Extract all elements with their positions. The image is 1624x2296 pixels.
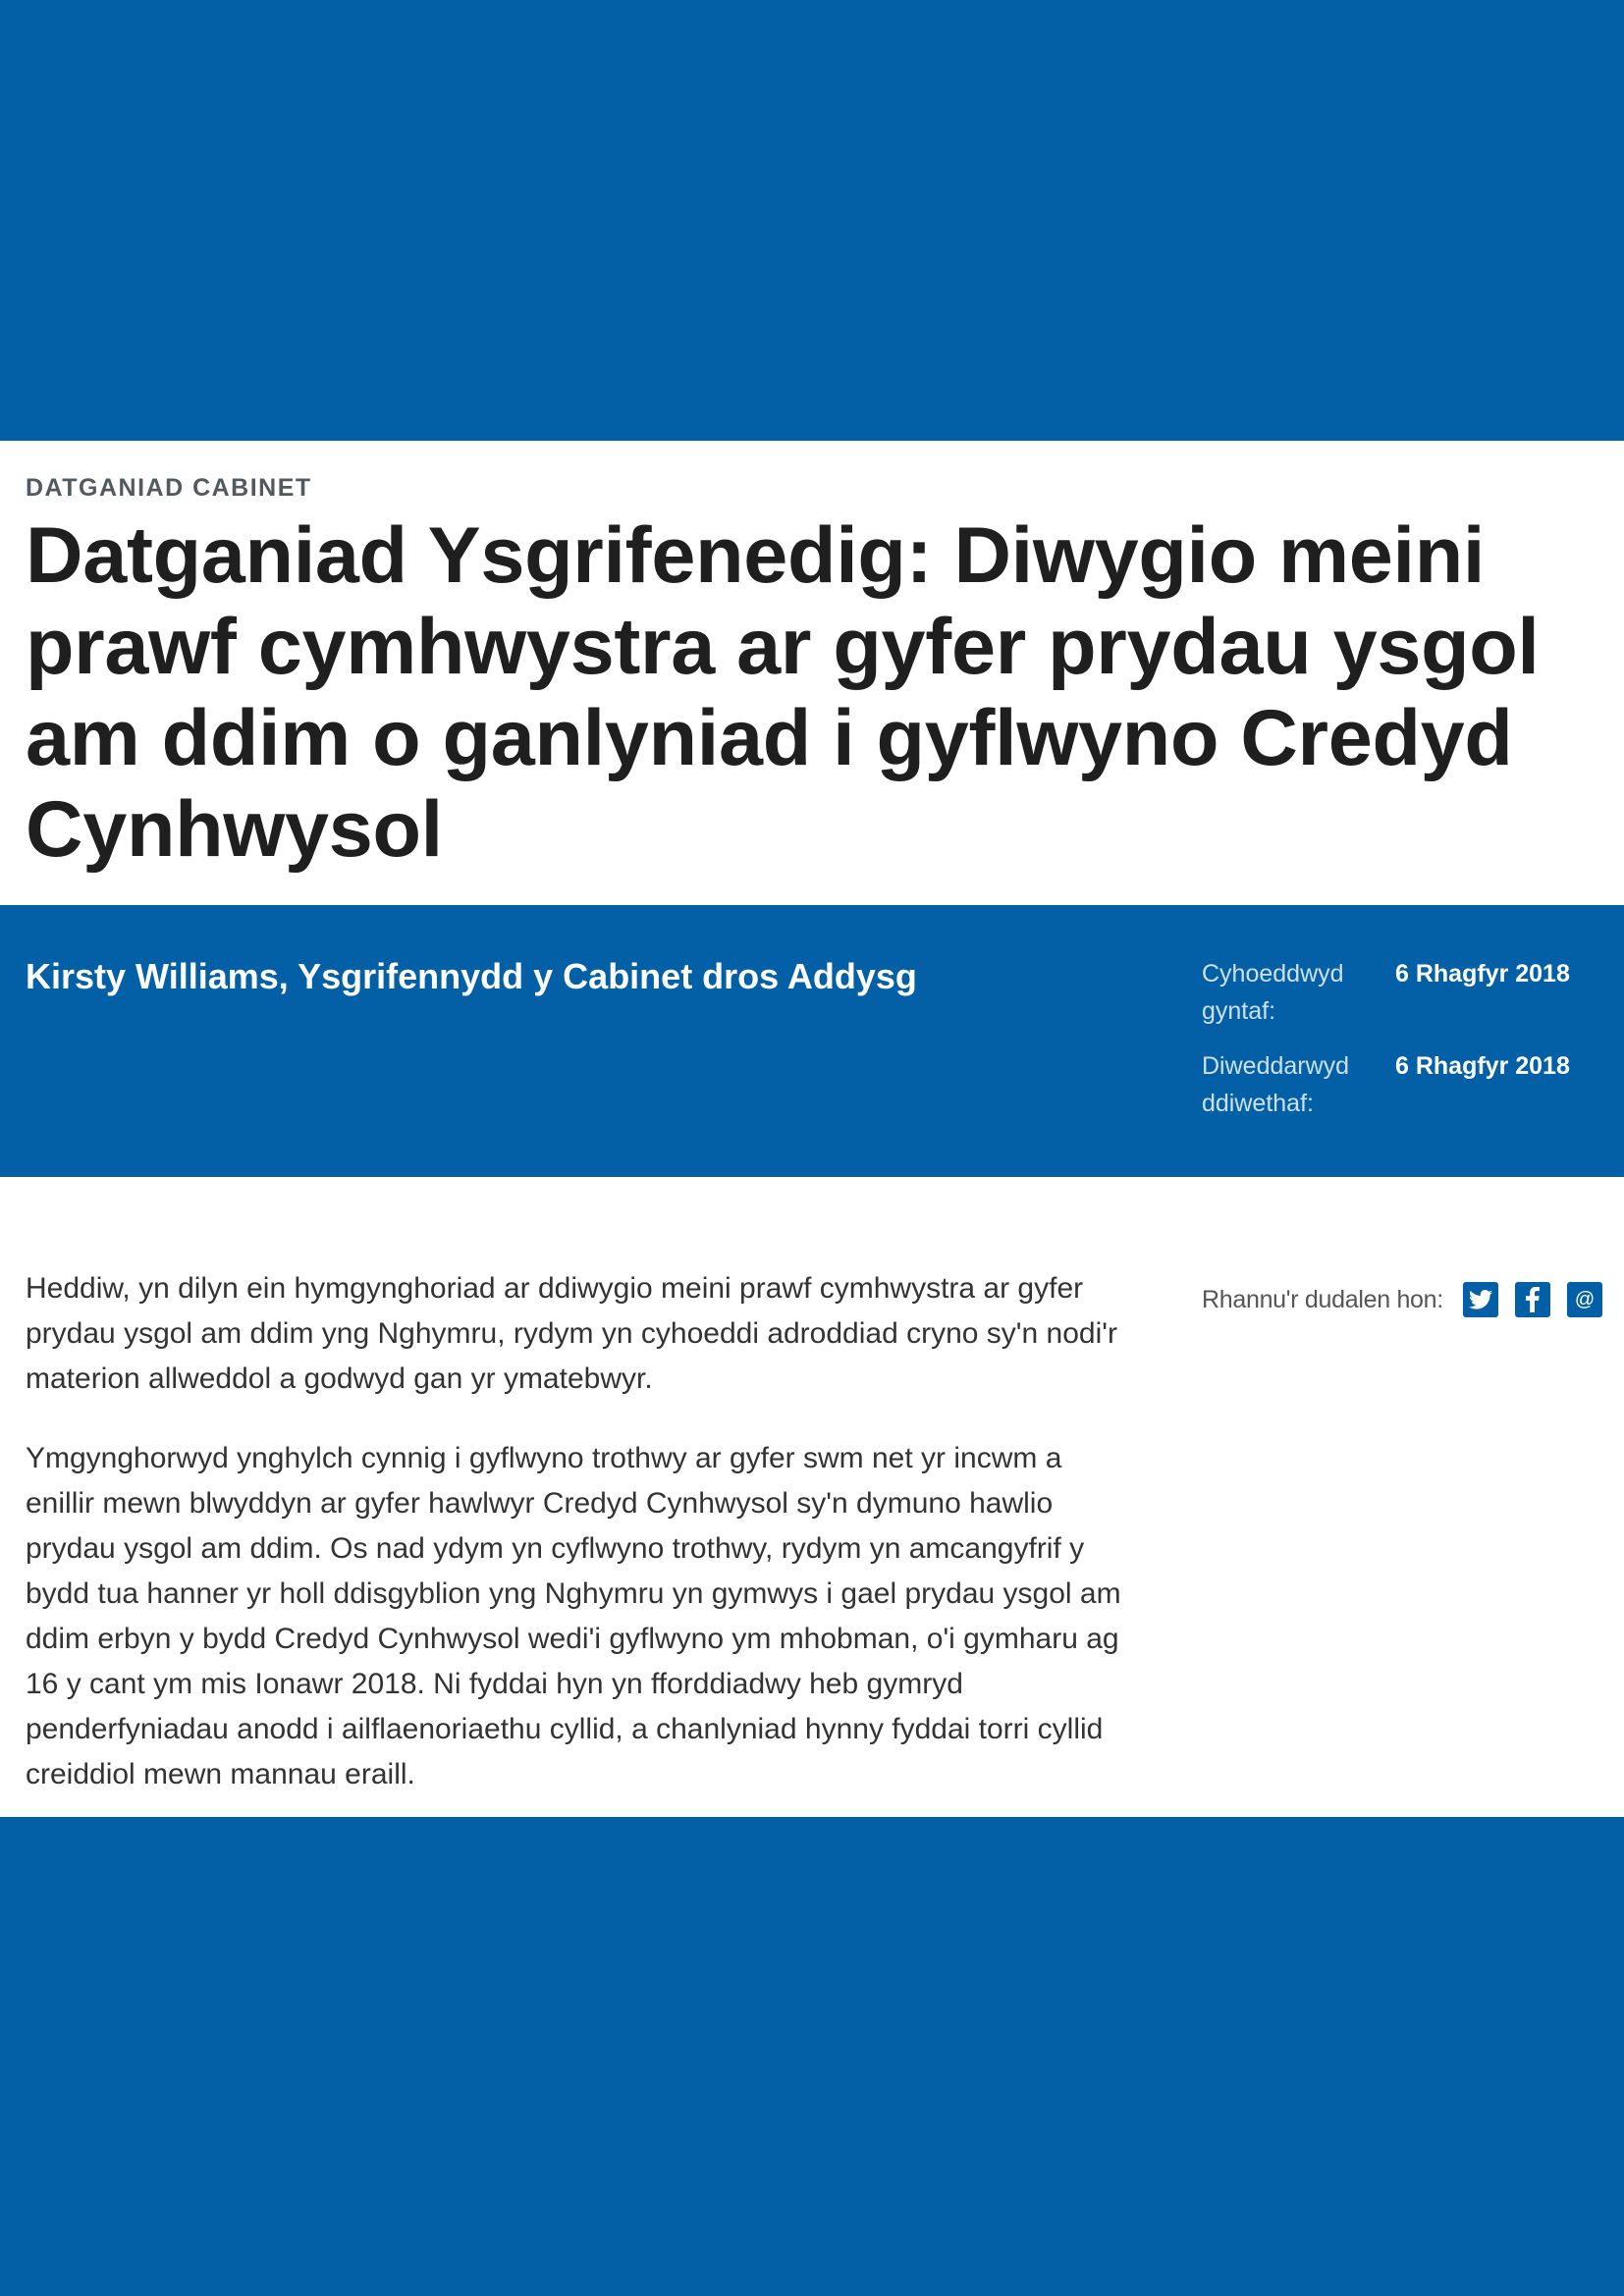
- share-bar: [1202, 1281, 1602, 1318]
- top-banner: [0, 0, 1624, 441]
- last-updated-label: Diweddarwyd ddiwethaf:: [1202, 1052, 1350, 1117]
- share-label: Rhannu'r dudalen hon:: [1202, 1285, 1443, 1313]
- at-glyph: [1573, 1288, 1597, 1311]
- author-byline: Kirsty Williams, Ysgrifennydd y Cabinet dros Addysg: [26, 956, 917, 996]
- paragraph: Heddiw, yn dilyn ein hymgynghoriad ar ddiwygio meini prawf cymhwystra ar gyfer prydau ysgol am ddim yng Nghymru, rydym yn cyhoeddi adroddiad cryno sy'n nodi'r materion allweddol a godwyd gan yr ymatebwyr.: [26, 1272, 1117, 1395]
- paragraph: Ymgynghorwyd ynghylch cynnig i gyflwyno trothwy ar gyfer swm net yr incwm a enillir mewn blwyddyn ar gyfer hawlwyr Credyd Cynhwysol sy'n dymuno hawlio prydau ysgol am ddim. Os nad ydym yn cyflwyno trothwy, rydym yn amcangyfrif y bydd tua hanner yr holl ddisgyblion yng Nghymru yn gymwys i gael prydau ysgol am ddim erbyn y bydd Credyd Cynhwysol wedi'i gyflwyno ym mhobman, o'i gymharu ag 16 y cant ym mis Ionawr 2018. Ni fyddai hyn yn fforddiadwy heb gymryd penderfyniadau anodd i ailflaenoriaethu cyllid, a chanlyniad hynny fyddai torri cyllid creiddiol mewn mannau eraill.: [26, 1442, 1121, 1790]
- last-updated-date: 6 Rhagfyr 2018: [1395, 1052, 1570, 1080]
- meta-section: [0, 905, 1624, 1177]
- first-published-label: Cyhoeddwyd gyntaf:: [1202, 960, 1344, 1025]
- svg-text:@: @: [1574, 1289, 1596, 1310]
- twitter-icon[interactable]: [1463, 1282, 1498, 1317]
- category-label: DATGANIAD CABINET: [26, 474, 312, 502]
- twitter-glyph: [1469, 1290, 1492, 1309]
- facebook-glyph: [1526, 1287, 1540, 1312]
- page-title: Datganiad Ysgrifenedig: Diwygio meini prawf cymhwystra ar gyfer prydau ysgol am ddim o ganlyniad i gyflwyno Credyd Cynhwysol: [26, 511, 1540, 874]
- email-icon[interactable]: [1567, 1282, 1602, 1317]
- first-published-date: 6 Rhagfyr 2018: [1395, 960, 1570, 988]
- bottom-banner: [0, 1817, 1624, 2296]
- facebook-icon[interactable]: [1515, 1282, 1550, 1317]
